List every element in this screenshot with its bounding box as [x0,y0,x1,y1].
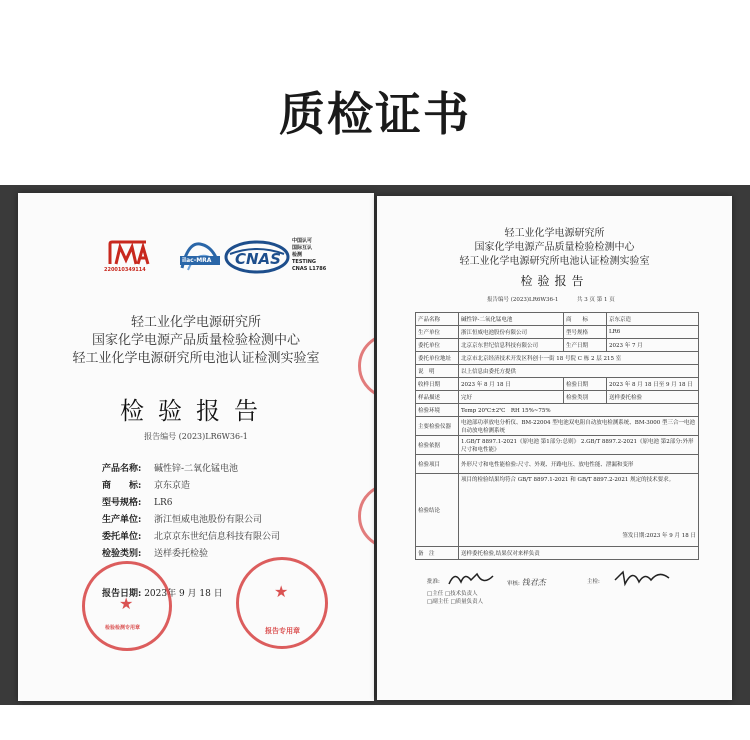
inspector-signature: 主检: [587,579,600,585]
field-manufacturer: 生产单位: 浙江恒威电池股份有限公司 [102,515,263,525]
field-inspection-type: 检验类别: 送样委托检验 [102,549,209,559]
report-number: 报告编号 (2023)LR6W36-1 [144,432,248,441]
field-client: 委托单位: 北京京东世纪信息科技有限公司 [102,532,281,542]
r-institution-line-2: 国家化学电源产品质量检验检测中心 [474,242,635,253]
report-heading: 检验报告 [120,397,272,425]
table-row: 生产单位 浙江恒威电池股份有限公司 型号规格 LR6 [416,326,699,339]
report-seal: ★ 报告专用章 [236,557,328,649]
approver-signature-scribble [447,568,497,590]
r-institution-line-3: 轻工业化学电源研究所电池认证检测实验室 [459,256,650,267]
reviewer-signature: 审核: 钱君杰 [507,578,546,587]
certificate-cover [18,193,374,701]
cnas-logo-text: CNAS [235,250,281,268]
table-row: 收样日期 2023 年 8 月 18 日 检验日期 2023 年 8 月 18 日至 9 月 18 日 [416,378,699,391]
field-model: 型号规格: LR6 [102,498,173,508]
cma-logo [102,238,156,276]
institution-line-1: 轻工业化学电源研究所 [130,315,261,330]
inspector-signature-scribble [613,566,673,590]
institution-line-2: 国家化学电源产品质量检验检测中心 [91,333,300,348]
table-row: 检验环境 Temp 20℃±2℃ RH 15%~75% [416,404,699,417]
page-title: 质检证书 [279,87,471,141]
r-report-number: 报告编号 (2023)LR6W36-1 [487,297,559,303]
table-row: 检验结论 项目的检验结果均符合 GB/T 8897.1-2021 和 GB/T 8897.2-2021 规定的技术要求。 签发日期:2023 年 9 月 18 日 [416,474,699,547]
table-row: 主要检验仪器 电池部功率放电分析仪、BM-22004 型电池双电阻自动放电检测系统、BM-3000 型三合一电池自动放电检测系统 [416,417,699,436]
ilac-text: ilac-MRA [182,257,212,264]
product-fields [102,461,280,563]
report-date: 报告日期: 2023年 9 月 18 日 [102,589,223,599]
cma-number: 220010349114 [104,267,146,273]
approver-signature: 批准: □主任 □技术负责人 □副主任 □质量负责人 [427,579,484,605]
table-row: 产品名称 碱性锌-二氧化锰电池 商 标 京东京造 [416,313,699,326]
accreditation-logos [102,238,362,274]
field-product-name: 产品名称: 碱性锌-二氧化锰电池 [102,464,239,474]
table-row: 检验项目 外形尺寸和电性能检验:尺寸、外观、开路电压、放电性能、泄漏和变形 [416,455,699,474]
inspection-seal: ★ 检验检测专用章 [82,561,172,651]
cnas-logo [224,240,290,274]
ilac-mra-logo [178,238,222,274]
seal-edge-right-2 [358,483,374,549]
table-row: 样品描述 完好 检验类别 送样委托检验 [416,391,699,404]
table-row: 备 注 送样委托检验,结果仅对来样负责 [416,547,699,560]
r-institution-line-1: 轻工业化学电源研究所 [504,228,605,239]
r-page-count: 共 3 页 第 1 页 [577,297,615,303]
institution-line-3: 轻工业化学电源研究所电池认证检测实验室 [72,351,320,366]
cnas-caption: 中国认可 国际互认 检测 TESTING CNAS L1786 [292,238,327,272]
table-row: 委托单位 北京京东世纪信息科技有限公司 生产日期 2023 年 7 月 [416,339,699,352]
table-row: 说 明 以上信息由委托方提供 [416,365,699,378]
report-table [415,312,699,560]
table-row: 检验依据 1.GB/T 8897.1-2021《原电池 第1部分:总则》 2.GB/T 8897.2-2021《原电池 第2部分:外形尺寸和电性能》 [416,436,699,455]
table-row: 委托单位地址 北京市北京经济技术开发区科创十一街 18 号院 C 栋 2 层 215 室 [416,352,699,365]
r-report-heading: 检验报告 [520,274,589,288]
field-brand: 商 标: 京东京造 [102,481,191,491]
report-first-page [377,196,732,700]
